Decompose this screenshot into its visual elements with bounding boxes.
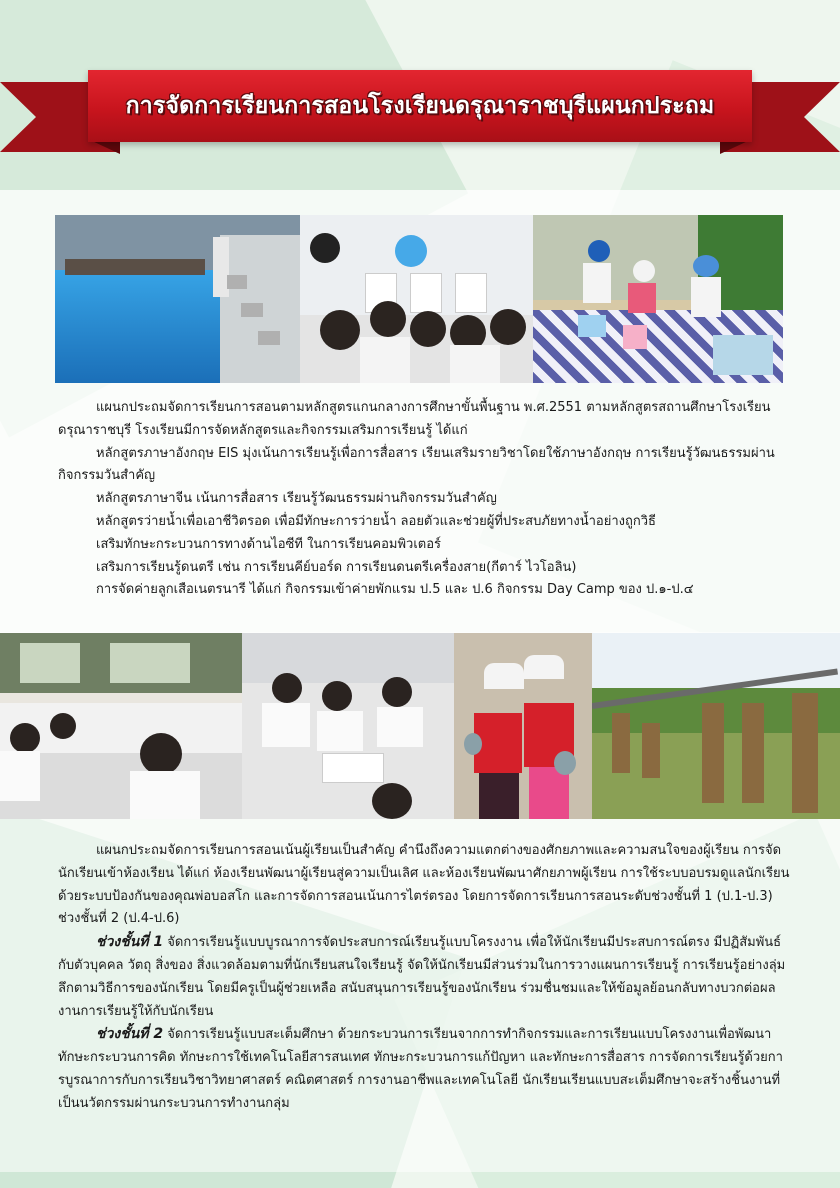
paragraph-swimming: หลักสูตรว่ายน้ำเพื่อเอาชีวิตรอด เพื่อมีทักษะการว่ายน้ำ ลอยตัวและช่วยผู้ที่ประสบภัยทางน้ำอย่างถูกวิธี [96,513,656,529]
photo-scout-rope-activity [592,633,840,819]
photo-scout-children [454,633,592,819]
level-1-text: จัดการเรียนรู้แบบบูรณาการจัดประสบการณ์เรียนรู้แบบโครงงาน เพื่อให้นักเรียนมีประสบการณ์ตรง มีปฏิสัมพันธ์กับตัวบุคคล วัตถุ สิ่งของ สิ่งแวดล้อมตามที่นักเรียนสนใจเรียนรู้ จัดให้นักเรียนมีส่วนร่วมในการวางแผนการเรียนรู้ การเรียนรู้อย่างลุ่มลึกตามวิธีการของนักเรียน โดยมีครูเป็นผู้ช่วยเหลือ สนับสนุนการเรียนรู้ของนักเรียน ร่วมชื่นชมและให้ข้อมูลย้อนกลับทางบวกต่อผลงานการเรียนรู้ให้กับนักเรียน [58,935,786,1019]
paragraph-level-1 [58,931,793,1023]
photo-food-stall [533,215,783,383]
paragraph-chinese: หลักสูตรภาษาจีน เน้นการสื่อสาร เรียนรู้วัฒนธรรมผ่านกิจกรรมวันสำคัญ [96,491,497,507]
photo-classroom-emoji-board [300,215,533,383]
photo-students-floor-activity [242,633,454,819]
section-teaching-approach [58,840,793,1116]
page-title: การจัดการเรียนการสอนโรงเรียนดรุณาราชบุรีแผนกประถม [125,93,715,119]
paragraph-scout: การจัดค่ายลูกเสือเนตรนารี ได้แก่ กิจกรรมเข้าค่ายพักแรม ป.5 และ ป.6 กิจกรรม Day Camp ของ ป.๑-ป.๔ [96,582,694,598]
section-curriculum [58,397,793,602]
photo-students-classroom [0,633,242,819]
paragraph-intro: แผนกประถมจัดการเรียนการสอนตามหลักสูตรแกนกลางการศึกษาขั้นพื้นฐาน พ.ศ.2551 ตามหลักสูตรสถานศึกษาโรงเรียนดรุณาราชบุรี โรงเรียนมีการจัดหลักสูตรและกิจกรรมเสริมการเรียนรู้ ได้แก่ [58,400,771,438]
level-1-label: ช่วงชั้นที่ 1 [96,934,164,951]
paragraph-level-2 [58,1023,793,1115]
level-2-label: ช่วงชั้นที่ 2 [96,1026,164,1043]
level-2-text: จัดการเรียนรู้แบบสะเต็มศึกษา ด้วยกระบวนการเรียนจากการทำกิจกรรมและการเรียนแบบโครงงานเพื่อพัฒนาทักษะกระบวนการคิด ทักษะการใช้เทคโนโลยีสารสนเทศ ทักษะกระบวนการแก้ปัญหา และทักษะการสื่อสาร การจัดการเรียนรู้ด้วยการบูรณาการกับการเรียนวิชาวิทยาศาสตร์ คณิตศาสตร์ การงานอาชีพและเทคโนโลยี นักเรียนเรียนแบบสะเต็มศึกษาจะสร้างชิ้นงานที่เป็นนวัตกรรมผ่านกระบวนการทำงานกลุ่ม [58,1027,783,1111]
paragraph-music: เสริมการเรียนรู้ดนตรี เช่น การเรียนคีย์บอร์ด การเรียนดนตรีเครื่องสาย(กีตาร์ ไวโอลิน) [96,559,577,575]
photo-swimming-pool [55,215,300,383]
title-ribbon [0,60,840,170]
paragraph-eis: หลักสูตรภาษาอังกฤษ EIS มุ่งเน้นการเรียนรู้เพื่อการสื่อสาร เรียนเสริมรายวิชาโดยใช้ภาษาอังกฤษ การเรียนรู้วัฒนธรรมผ่านกิจกรรมวันสำคัญ [58,445,775,484]
paragraph-ict: เสริมทักษะกระบวนการทางด้านไอซีที ในการเรียนคอมพิวเตอร์ [96,536,442,552]
paragraph-approach-intro: แผนกประถมจัดการเรียนการสอนเน้นผู้เรียนเป็นสำคัญ คำนึงถึงความแตกต่างของศักยภาพและความสนใจของผู้เรียน การจัดนักเรียนเข้าห้องเรียน ได้แก่ ห้องเรียนพัฒนาผู้เรียนสู่ความเป็นเลิศ และห้องเรียนพัฒนาศักยภาพผู้เรียน การใช้ระบบอบรมดูแลนักเรียนด้วยระบบป้องกันของคุณพ่อบอสโก และการจัดการสอนเน้นการไตร่ตรอง โดยการจัดการเรียนการสอนระดับช่วงชั้นที่ 1 (ป.1-ป.3) ช่วงชั้นที่ 2 (ป.4-ป.6) [58,843,790,927]
